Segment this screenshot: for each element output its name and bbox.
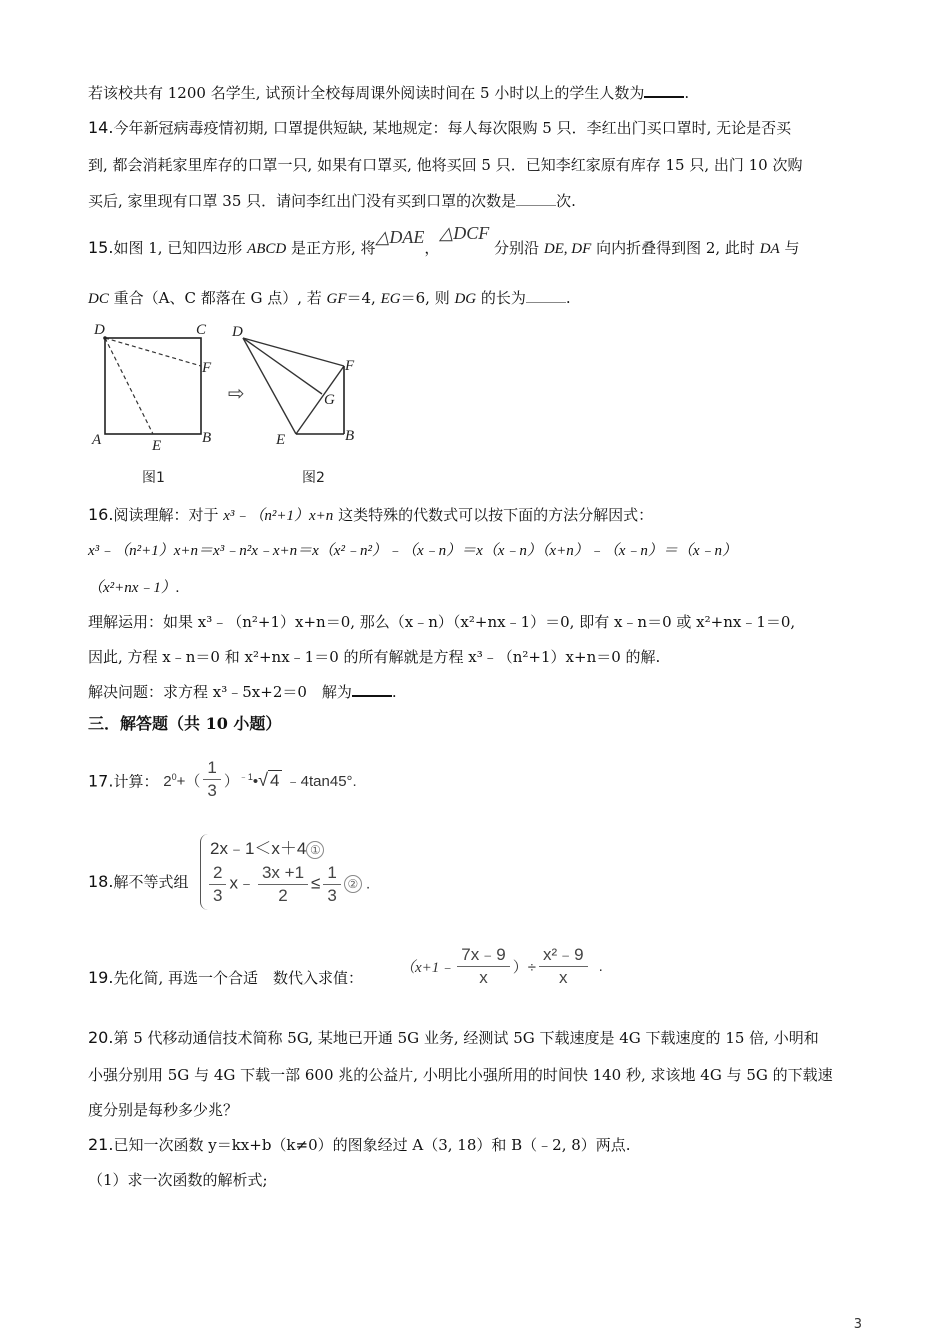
q16-apply-text-1: 理解运用：如果 x³﹣（n²+1）x+n＝0, 那么（x﹣n）（x²+nx﹣1）＝0, 即有 x﹣n＝0 或 x²+nx﹣1＝0, [88,613,796,631]
q17-base: 2 [163,773,172,791]
q17-expr [163,758,357,800]
q21-number: 21. [88,1135,114,1154]
q19-frac-2 [539,944,588,989]
q14-number: 14. [88,118,114,137]
q18-frac2-den: 2 [278,886,288,905]
figure-2-caption: 图2 [302,470,325,486]
q14-line3 [88,191,576,211]
q16-solve-end: . [391,683,397,701]
q16-answer-blank[interactable] [352,681,392,697]
q15-text: 重合（A、C 都落在 G 点）, 若 [108,289,327,307]
page-number: 3 [853,1317,862,1332]
q14-line1 [88,118,791,138]
q15-text: ＝6, 则 [400,289,455,307]
q17-fraction [203,757,220,802]
label-f: F [202,360,212,376]
q14-line2 [88,155,802,175]
q13-tail-text: 若该校共有 1200 名学生, 试预计全校每周课外阅读时间在 5 小时以上的学生人数为 [88,84,645,102]
q18-frac1-den: 3 [213,886,223,905]
q20-line2 [88,1065,833,1085]
figure-1-caption: 图1 [142,470,165,486]
q14-text-3: 买后, 家里现有口罩 35 只．请问李红出门没有买到口罩的次数是 [88,192,517,210]
q16-derivation-text-2: （x²+nx﹣1）. [88,580,180,596]
q15-da: DA [759,241,780,257]
q13-answer-blank[interactable] [644,82,684,98]
q16-derivation-2 [88,577,180,598]
q18-frac1-num: 2 [209,862,226,885]
q15-answer-blank[interactable] [526,288,566,303]
q16-apply-text-2: 因此, 方程 x﹣n＝0 和 x²+nx﹣1＝0 的所有解就是方程 x³﹣（n²+1）x+n＝0 的解. [88,648,661,666]
q19-frac2-num: x²﹣9 [539,944,588,967]
q19-frac1-den: x [479,968,488,987]
q15-sep: ， [424,239,440,257]
q15-figures [80,310,380,490]
q17-sqrt-arg: 4 [270,771,280,791]
fold-line-de [105,338,153,434]
q14-text-1: 今年新冠病毒疫情初期, 口罩提供短缺, 某地规定：每人每次限购 5 只．李红出门买口罩时, 无论是否买 [113,119,792,137]
q18-frac-3 [323,862,340,907]
label-b2: B [345,428,355,444]
q17-paren-open: +（ [176,773,201,791]
sqrt-icon: √ [258,770,269,791]
q18-number: 18. [88,872,114,891]
q15-text: ＝4, [346,289,381,307]
q18-frac3-den: 3 [327,886,337,905]
q15-eg: EG [380,291,401,307]
figure-1-square [91,322,212,486]
q20-number: 20. [88,1028,114,1047]
q16-intro-post: 这类特殊的代数式可以按下面的方法分解因式： [333,506,654,524]
q16-solve [88,681,397,702]
arrow-right-icon: ⇨ [228,381,245,405]
q18-line [88,872,188,892]
q17-number: 17. [88,771,114,791]
q16-derivation-text-1: x³﹣（n²+1）x+n＝x³﹣n²x﹣x+n＝x（x²﹣n²）﹣（x﹣n）＝x（x﹣n）（x+n）﹣（x﹣n）＝（x﹣n） [88,543,738,559]
q14-answer-blank[interactable] [516,191,556,206]
q15-line1 [88,223,800,259]
q18-frac-1 [209,862,226,907]
q17-line [88,760,357,800]
label-b: B [202,430,212,446]
q15-text: 分别沿 [489,239,544,257]
q15-text: 是正方形, 将 [286,239,376,257]
q16-intro: 阅读理解：对于 [113,506,224,524]
q18-frac3-num: 1 [323,862,340,885]
q18-mark-2: ② [344,875,362,893]
label-d2: D [232,324,243,340]
triangle-dae: △DAE [375,227,425,247]
segment-dg [243,338,322,394]
label-e: E [152,438,162,454]
q16-number: 16. [88,505,114,524]
q17-paren-close: ） [223,773,239,791]
q18-ineq1-text: 2x﹣1＜x＋4 [210,839,307,858]
q16-apply-2 [88,647,660,667]
q19-expr-a: （x+1﹣ [400,960,455,976]
q18-frac-2 [258,862,308,907]
q15-text: 的长为 [476,289,526,307]
q17-dot: • [252,773,259,791]
q20-text-2: 小强分别用 5G 与 4G 下载一部 600 兆的公益片, 小明比小强所用的时间快 140 秒, 求该地 4G 与 5G 的下载速 [88,1066,833,1084]
figure-2-folded [231,324,355,486]
q13-end: . [684,84,690,102]
q21-part1-text: （1）求一次函数的解析式; [88,1171,268,1189]
section-3-title: 三．解答题（共 10 小题） [88,714,282,733]
segment-ef [296,366,344,434]
q18-label: 解不等式组 [113,873,189,891]
q14-text-2: 到, 都会消耗家里库存的口罩一只, 如果有口罩买, 他将买回 5 只．已知李红家原有库存 15 只, 出门 10 次购 [88,156,803,174]
q21-text-1: 已知一次函数 y＝kx+b（k≠0）的图象经过 A（3, 18）和 B（﹣2, 8）两点. [113,1136,631,1154]
label-d: D [94,322,105,338]
q15-text: 如图 1, 已知四边形 [113,239,248,257]
q20-line1 [88,1028,819,1048]
q18-end: . [366,875,371,893]
q18-ineq2 [206,862,370,907]
q15-dg: DG [454,291,477,307]
q20-line3 [88,1100,238,1120]
q19-expr-b: ）÷ [512,959,536,976]
q17-frac-den: 3 [207,781,217,800]
q15-abcd: ABCD [247,241,287,257]
q18-mid: x﹣ [229,873,255,893]
q15-gf: GF [326,291,347,307]
q19-end: . [598,958,603,975]
fold-line-df [105,338,201,366]
q21-part1 [88,1170,268,1190]
segment-df [243,338,344,366]
q15-dc: DC [88,291,109,307]
q15-number: 15. [88,238,114,257]
q16-intro-expr: x³﹣（n²+1）x+n [223,508,334,524]
q16-derivation-1 [88,540,737,561]
triangle-dcf: △DCF [439,223,490,243]
q18-frac2-num: 3x +1 [258,862,308,885]
q18-mark-1: ① [306,841,324,859]
label-c: C [196,322,207,338]
q17-frac-num: 1 [203,757,220,780]
segment-de [243,338,296,434]
q19-frac2-den: x [559,968,568,987]
q17-label: 计算： [113,772,159,791]
q19-number: 19. [88,968,114,987]
q16-apply-1 [88,612,795,632]
q15-text: 向内折叠得到图 2, 此时 [591,239,760,257]
q20-text-3: 度分别是每秒多少兆？ [88,1101,239,1119]
q15-text: 与 [779,239,800,257]
q18-ineq1 [210,834,324,859]
q19-expr [400,944,603,989]
q15-de-df: DE, DF [543,241,592,257]
q21-line1 [88,1135,631,1155]
q18-le: ≤ [311,873,321,893]
q16-solve-text: 解决问题：求方程 x³﹣5x+2＝0 解为 [88,683,352,701]
label-e2: E [276,432,286,448]
q13-tail-line [88,82,689,103]
label-g: G [324,392,335,408]
q16-line1 [88,505,653,526]
label-f2: F [345,358,355,374]
q15-end: . [565,289,571,307]
q19-frac1-num: 7x﹣9 [457,944,509,967]
q17-exp-neg1: ﹣1 [238,772,253,783]
q19-line [88,968,363,988]
q15-line2 [88,288,571,309]
q19-label: 先化简, 再选一个合适 数代入求值： [113,969,363,987]
label-a: A [92,432,102,448]
q14-text-3-end: 次. [556,192,576,210]
q17-tail: ﹣4tan45°. [285,773,357,791]
q17-exp0: 0 [171,772,177,783]
q20-text-1: 第 5 代移动通信技术简称 5G, 某地已开通 5G 业务, 经测试 5G 下载速度是 4G 下载速度的 15 倍, 小明和 [113,1029,819,1047]
q19-frac-1 [457,944,509,989]
